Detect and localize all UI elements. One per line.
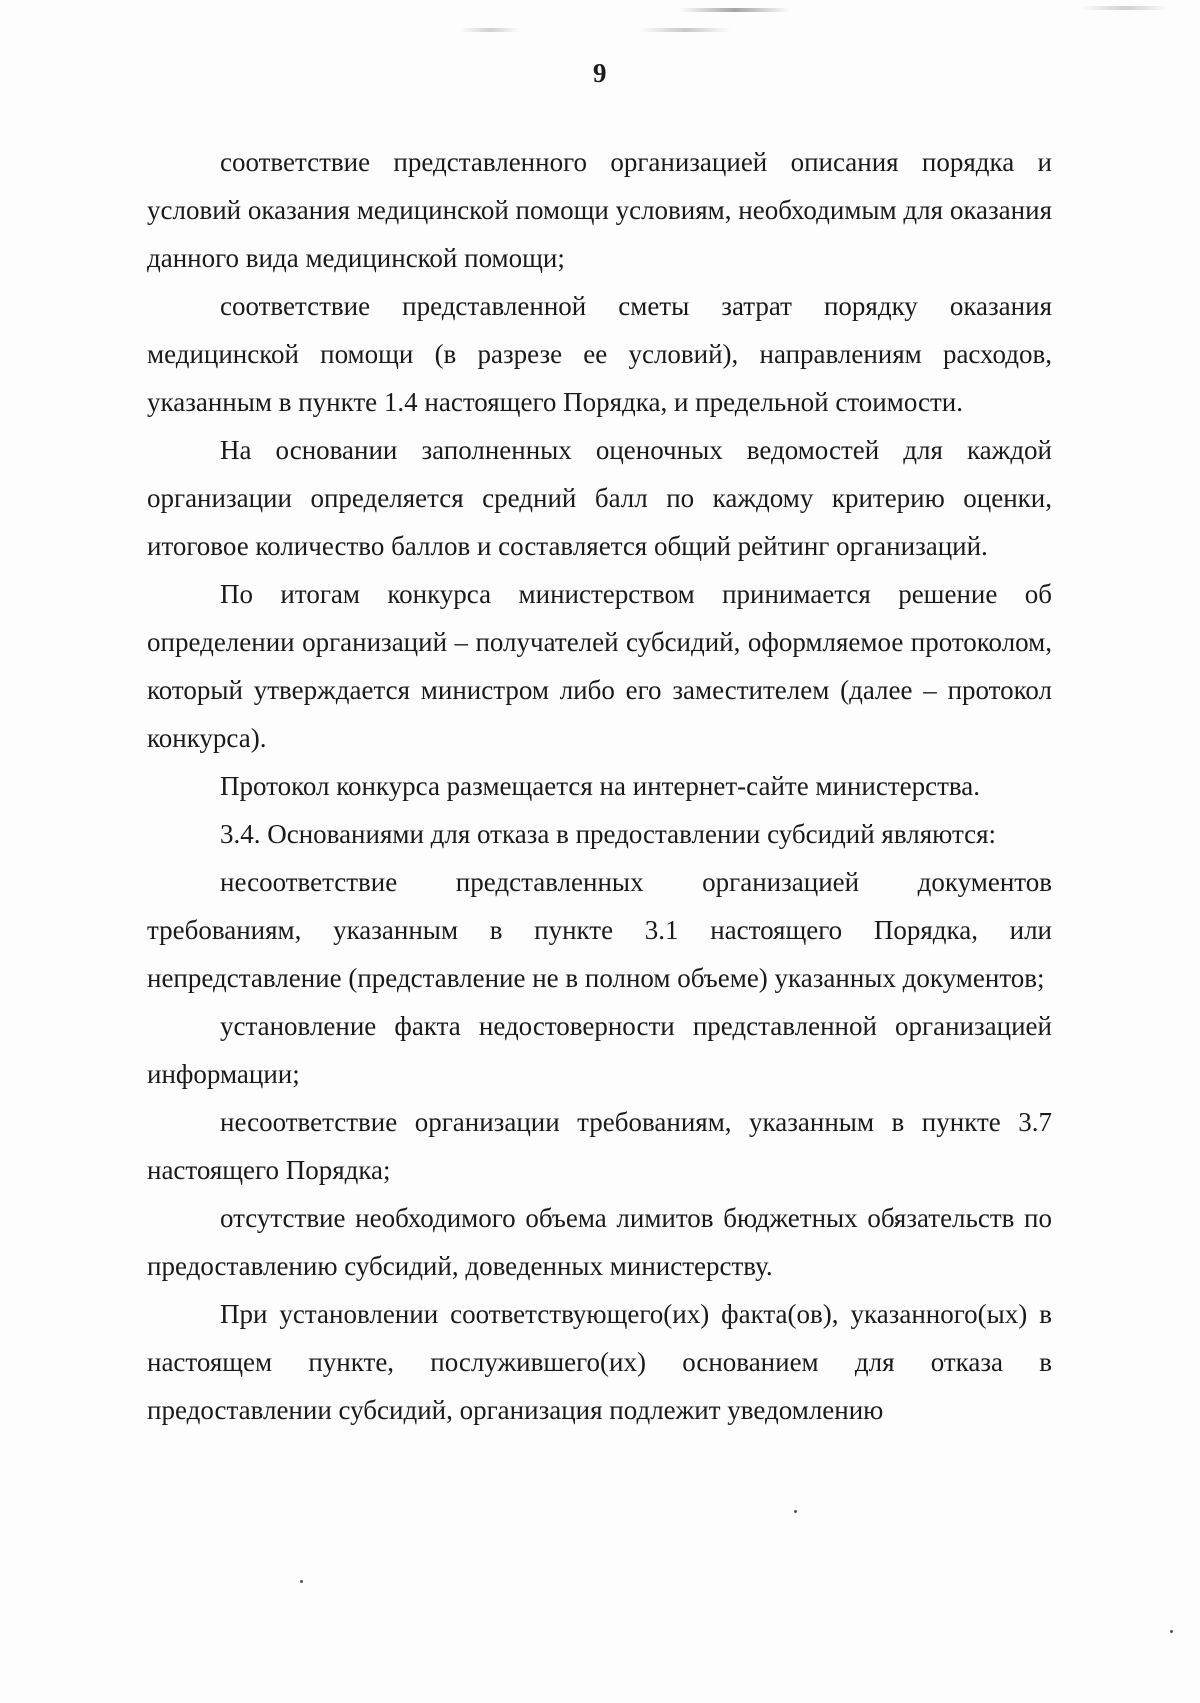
scan-artifact — [640, 28, 730, 32]
paragraph: несоответствие организации требованиям, указанным в пункте 3.7 настоящего Порядка; — [147, 1107, 1052, 1185]
scan-speck — [794, 1510, 797, 1513]
paragraph: При установлении соответствующего(их) факта(ов), указанного(ых) в настоящем пункте, послужившего(их) основанием для отказа в предоставлении субсидий, организация подлежит уведомлению — [147, 1299, 1052, 1425]
paragraph: По итогам конкурса министерством принимается решение об определении организаций – получателей субсидий, оформляемое протоколом, который утверждается министром либо его заместителем (далее – протокол конкурса). — [147, 579, 1052, 753]
scan-speck — [300, 1580, 303, 1583]
page-number: 9 — [593, 58, 607, 88]
paragraph: Протокол конкурса размещается на интернет-сайте министерства. — [220, 771, 981, 801]
paragraph: установление факта недостоверности представленной организацией информации; — [147, 1011, 1052, 1089]
paragraph: соответствие представленной сметы затрат порядку оказания медицинской помощи (в разрезе ее условий), направлениям расходов, указанным в пункте 1.4 настоящего Порядка, и предельной стоимости. — [147, 291, 1052, 417]
scan-speck — [1170, 1630, 1173, 1633]
paragraph: отсутствие необходимого объема лимитов бюджетных обязательств по предоставлению субсидий, доведенных министерству. — [147, 1203, 1052, 1281]
scan-artifact — [1080, 6, 1170, 10]
document-body — [147, 138, 1052, 1434]
paragraph: несоответствие представленных организацией документов требованиям, указанным в пункте 3.1 настоящего Порядка, или непредставление (представление не в полном объеме) указанных документов; — [147, 867, 1052, 993]
scan-artifact — [680, 8, 790, 12]
paragraph: 3.4. Основаниями для отказа в предоставлении субсидий являются: — [220, 819, 996, 849]
paragraph: соответствие представленного организацией описания порядка и условий оказания медицинской помощи условиям, необходимым для оказания данного вида медицинской помощи; — [147, 147, 1052, 273]
scan-artifact — [460, 28, 520, 32]
paragraph: На основании заполненных оценочных ведомостей для каждой организации определяется средний балл по каждому критерию оценки, итоговое количество баллов и составляется общий рейтинг организаций. — [147, 435, 1052, 561]
